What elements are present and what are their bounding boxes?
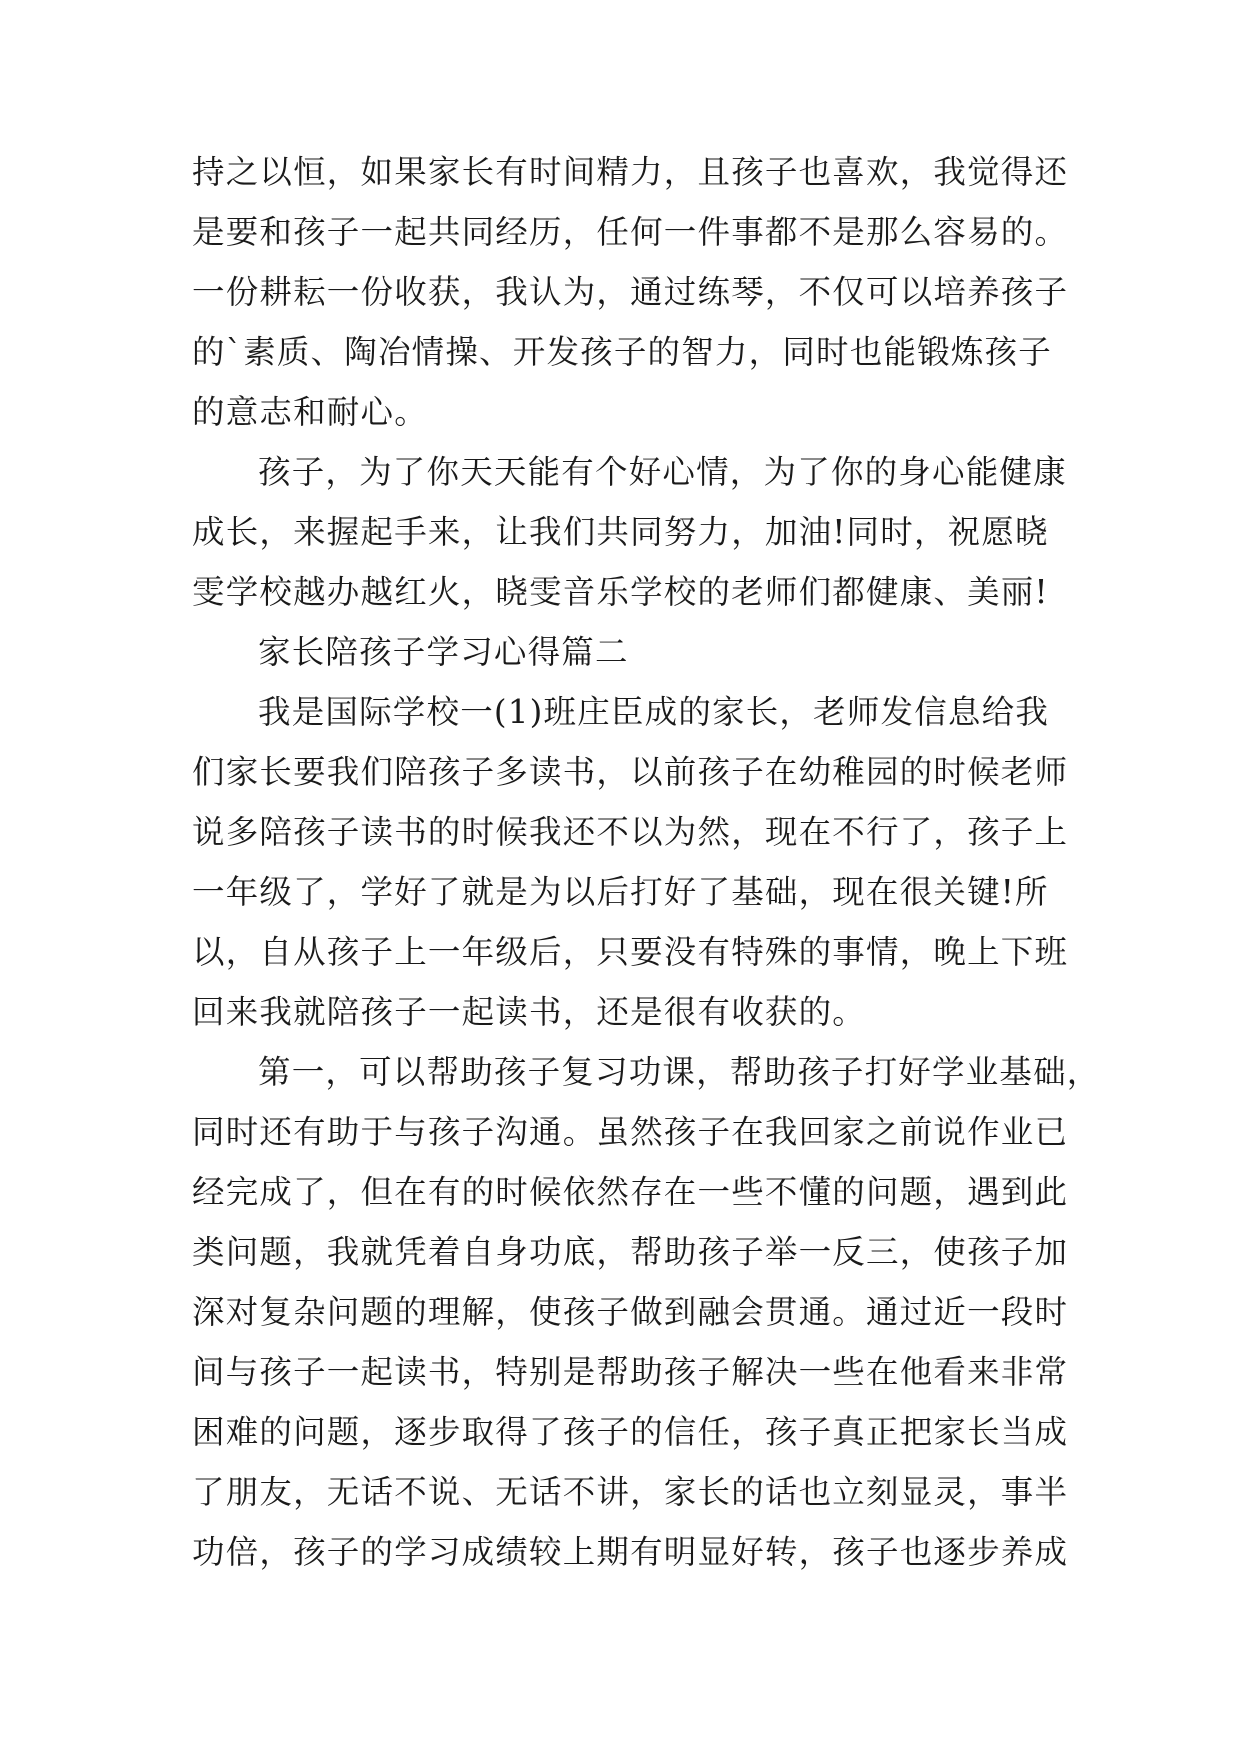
text-line: 们家长要我们陪孩子多读书，以前孩子在幼稚园的时候老师 [192,753,1069,791]
text-line: 了朋友，无话不说、无话不讲，家长的话也立刻显灵，事半 [192,1473,1069,1511]
text-line: 说多陪孩子读书的时候我还不以为然，现在不行了，孩子上 [192,813,1069,851]
text-line: 以，自从孩子上一年级后，只要没有特殊的事情，晚上下班 [192,933,1069,971]
text-line: 回来我就陪孩子一起读书，还是很有收获的。 [192,993,867,1031]
text-line: 的`素质、陶冶情操、开发孩子的智力，同时也能锻炼孩子 [192,333,1052,371]
text-line: 一年级了，学好了就是为以后打好了基础，现在很关键!所 [192,873,1049,911]
body-text [192,142,1101,1582]
text-line: 持之以恒，如果家长有时间精力，且孩子也喜欢，我觉得还 [192,153,1069,191]
paragraph-start-line: 孩子，为了你天天能有个好心情，为了你的身心能健康 [258,453,1067,491]
text-line: 成长，来握起手来，让我们共同努力，加油!同时，祝愿晓 [192,513,1049,551]
text-line: 间与孩子一起读书，特别是帮助孩子解决一些在他看来非常 [192,1353,1069,1391]
text-line: 是要和孩子一起共同经历，任何一件事都不是那么容易的。 [192,213,1069,251]
text-line: 同时还有助于与孩子沟通。虽然孩子在我回家之前说作业已 [192,1113,1069,1151]
text-line: 的意志和耐心。 [192,393,428,431]
section-heading: 家长陪孩子学习心得篇二 [258,633,629,671]
text-line: 雯学校越办越红火，晓雯音乐学校的老师们都健康、美丽! [192,573,1049,611]
text-line: 经完成了，但在有的时候依然存在一些不懂的问题，遇到此 [192,1173,1069,1211]
paragraph-start-line: 我是国际学校一(1)班庄臣成的家长，老师发信息给我 [258,693,1050,731]
paragraph-start-line: 第一，可以帮助孩子复习功课，帮助孩子打好学业基础， [258,1053,1101,1091]
text-line: 一份耕耘一份收获，我认为，通过练琴，不仅可以培养孩子 [192,273,1069,311]
text-line: 困难的问题，逐步取得了孩子的信任，孩子真正把家长当成 [192,1413,1069,1451]
text-line: 功倍，孩子的学习成绩较上期有明显好转，孩子也逐步养成 [192,1533,1069,1571]
text-line: 类问题，我就凭着自身功底，帮助孩子举一反三，使孩子加 [192,1233,1069,1271]
text-line: 深对复杂问题的理解，使孩子做到融会贯通。通过近一段时 [192,1293,1069,1331]
